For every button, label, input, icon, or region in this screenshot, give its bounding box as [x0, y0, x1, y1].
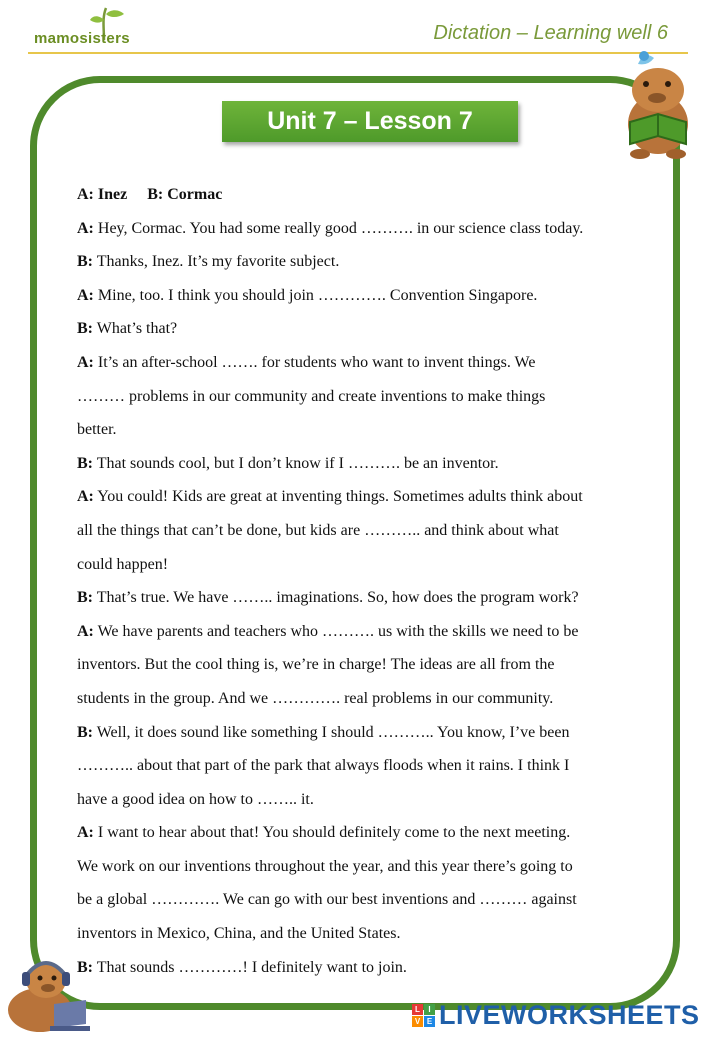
dialog-line — [77, 212, 677, 246]
dialog-text: That sounds …………! I definitely want to join. — [96, 958, 407, 976]
speaker-label: B: — [77, 253, 93, 271]
dialog-text: Mine, too. I think you should join …………. Convention Singapore. — [97, 286, 538, 304]
dialog-text: That sounds cool, but I don’t know if I ………. be an inventor. — [96, 454, 499, 472]
dialog-text: We work on our inventions throughout the year, and this year there’s going to — [77, 857, 573, 875]
speaker-label: A: — [77, 824, 94, 842]
dialog-text: ……… problems in our community and create inventions to make things — [77, 387, 546, 405]
dialog-text: inventors in Mexico, China, and the United States. — [77, 925, 401, 943]
dialog-text: all the things that can’t be done, but kids are ……….. and think about what — [77, 521, 559, 539]
speaker-label: A: — [77, 219, 94, 237]
dialog-line — [77, 380, 677, 414]
dialog-line — [77, 548, 677, 582]
dialog-line — [77, 279, 677, 313]
dialog-text: We have parents and teachers who ………. us with the skills we need to be — [97, 622, 579, 640]
speaker-label: A: — [77, 622, 94, 640]
dialog-text: I want to hear about that! You should definitely come to the next meeting. — [97, 824, 571, 842]
dialog-line — [77, 951, 677, 985]
dialog-text: Hey, Cormac. You had some really good ………. in our science class today. — [97, 219, 584, 237]
dialog-text: students in the group. And we …………. real problems in our community. — [77, 689, 554, 707]
speaker-label: B: — [77, 958, 93, 976]
speaker-label: A: — [77, 353, 94, 371]
dialog-text: inventors. But the cool thing is, we’re in charge! The ideas are all from the — [77, 656, 555, 674]
speaker-label: B: — [77, 589, 93, 607]
dialog-line — [77, 245, 677, 279]
live-letter: L — [412, 1004, 423, 1015]
liveworksheets-brand — [412, 1000, 700, 1030]
dictation-text — [77, 178, 677, 984]
dialog-text: be a global …………. We can go with our best inventions and ……… against — [77, 891, 577, 909]
dialog-text: That’s true. We have …….. imaginations. So, how does the program work? — [96, 589, 579, 607]
live-letter: I — [424, 1004, 435, 1015]
speaker-label: A: — [77, 488, 94, 506]
live-letter: V — [412, 1016, 423, 1027]
speaker-label: A: — [77, 286, 94, 304]
dialog-text: Well, it does sound like something I should ……….. You know, I’ve been — [96, 723, 570, 741]
dialog-line — [77, 716, 677, 750]
dialog-text: could happen! — [77, 555, 169, 573]
dialog-text: It’s an after-school ……. for students who want to invent things. We — [97, 353, 536, 371]
brand-name: LIVEWORKSHEETS — [439, 999, 700, 1030]
dialog-line — [77, 413, 677, 447]
dialog-line — [77, 917, 677, 951]
speaker-label: B: — [77, 723, 93, 741]
dialog-line — [77, 514, 677, 548]
dialog-text: Thanks, Inez. It’s my favorite subject. — [96, 253, 340, 271]
dialog-line — [77, 850, 677, 884]
dialog-line — [77, 615, 677, 649]
page-header-title: Dictation – Learning well 6 — [433, 22, 668, 44]
dialog-line — [77, 648, 677, 682]
dialog-line — [77, 816, 677, 850]
dialog-line — [77, 682, 677, 716]
dialog-line — [77, 581, 677, 615]
dialog-line — [77, 447, 677, 481]
dialog-text: ……….. about that part of the park that always floods when it rains. I think I — [77, 757, 570, 775]
brand-logo — [34, 6, 134, 54]
speaker-b-label: B: Cormac — [147, 186, 223, 203]
dialog-line — [77, 883, 677, 917]
dialog-text: You could! Kids are great at inventing things. Sometimes adults think about — [97, 488, 583, 506]
dialog-text: What’s that? — [96, 320, 178, 338]
capybara-reading-icon — [618, 44, 696, 160]
dialog-line — [77, 783, 677, 817]
live-logo-icon — [412, 1004, 435, 1027]
speaker-label: B: — [77, 320, 93, 338]
dialog-line — [77, 346, 677, 380]
dialog-line — [77, 749, 677, 783]
dialog-line — [77, 312, 677, 346]
dialog-line — [77, 480, 677, 514]
speaker-a-label: A: Inez — [77, 186, 128, 203]
dialog-text: have a good idea on how to …….. it. — [77, 790, 314, 808]
capybara-laptop-icon — [4, 954, 90, 1034]
live-letter: E — [424, 1016, 435, 1027]
dialog-text: better. — [77, 421, 117, 439]
unit-title: Unit 7 – Lesson 7 — [222, 101, 518, 142]
logo-text: mamosisters — [34, 30, 130, 47]
speakers-line — [77, 178, 677, 212]
speaker-label: B: — [77, 454, 93, 472]
